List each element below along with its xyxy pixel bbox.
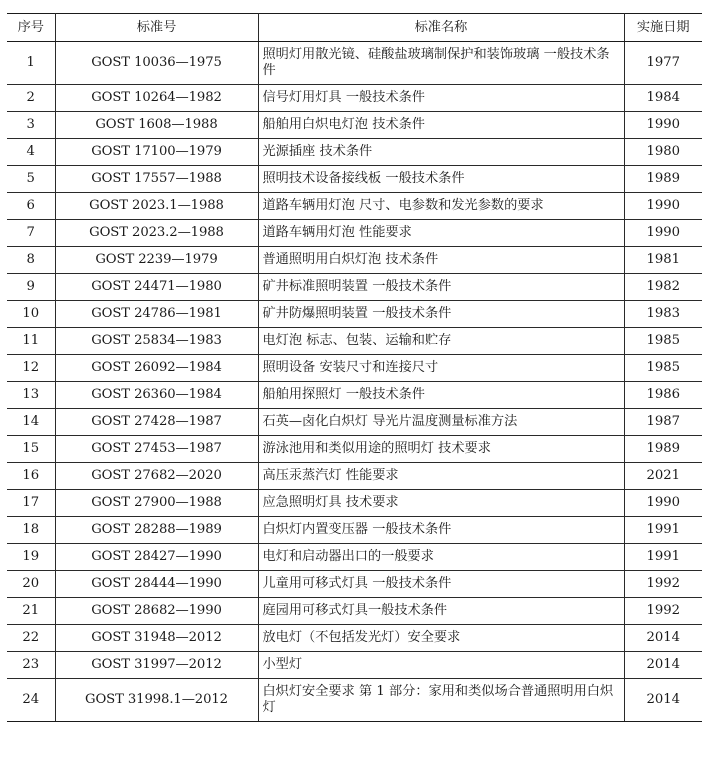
standard-name-cell: 高压汞蒸汽灯 性能要求	[258, 463, 624, 490]
standard-code-cell: GOST 28288—1989	[55, 517, 258, 544]
table-row	[7, 490, 702, 517]
standard-name-cell: 船舶用探照灯 一般技术条件	[258, 382, 624, 409]
standard-name-cell: 儿童用可移式灯具 一般技术条件	[258, 571, 624, 598]
table-row	[7, 274, 702, 301]
standard-name-cell: 游泳池用和类似用途的照明灯 技术要求	[258, 436, 624, 463]
table-row	[7, 409, 702, 436]
table-row	[7, 139, 702, 166]
serial-number-cell: 1	[7, 42, 55, 85]
standard-code-cell: GOST 26092—1984	[55, 355, 258, 382]
table-row	[7, 328, 702, 355]
serial-number-cell: 11	[7, 328, 55, 355]
effective-date-cell: 1987	[624, 409, 702, 436]
standard-name-cell: 道路车辆用灯泡 尺寸、电参数和发光参数的要求	[258, 193, 624, 220]
table-row	[7, 42, 702, 85]
effective-date-cell: 1991	[624, 544, 702, 571]
serial-number-cell: 7	[7, 220, 55, 247]
header-row	[7, 14, 702, 42]
standard-code-cell: GOST 31998.1—2012	[55, 679, 258, 722]
standard-name-cell: 白炽灯安全要求 第 1 部分：家用和类似场合普通照明用白炽灯	[258, 679, 624, 722]
effective-date-cell: 1986	[624, 382, 702, 409]
serial-number-cell: 8	[7, 247, 55, 274]
effective-date-cell: 1977	[624, 42, 702, 85]
table-body	[7, 42, 702, 722]
standard-code-cell: GOST 26360—1984	[55, 382, 258, 409]
standard-code-cell: GOST 17557—1988	[55, 166, 258, 193]
effective-date-cell: 1990	[624, 193, 702, 220]
table-row	[7, 463, 702, 490]
table-row	[7, 355, 702, 382]
table-row	[7, 220, 702, 247]
standard-code-cell: GOST 28682—1990	[55, 598, 258, 625]
serial-number-cell: 21	[7, 598, 55, 625]
effective-date-cell: 1989	[624, 436, 702, 463]
table-row	[7, 193, 702, 220]
table-row	[7, 652, 702, 679]
standard-name-cell: 照明设备 安装尺寸和连接尺寸	[258, 355, 624, 382]
standard-code-cell: GOST 31948—2012	[55, 625, 258, 652]
standard-name-cell: 电灯和启动器出口的一般要求	[258, 544, 624, 571]
serial-number-cell: 9	[7, 274, 55, 301]
serial-number-cell: 13	[7, 382, 55, 409]
table-row	[7, 436, 702, 463]
effective-date-cell: 1991	[624, 517, 702, 544]
serial-number-cell: 5	[7, 166, 55, 193]
standard-name-cell: 应急照明灯具 技术要求	[258, 490, 624, 517]
header-standard-name: 标准名称	[258, 14, 624, 42]
table-row	[7, 598, 702, 625]
header-standard-code: 标准号	[55, 14, 258, 42]
table-row	[7, 112, 702, 139]
standard-name-cell: 电灯泡 标志、包装、运输和贮存	[258, 328, 624, 355]
effective-date-cell: 1985	[624, 328, 702, 355]
table-header	[7, 14, 702, 42]
table-row	[7, 544, 702, 571]
effective-date-cell: 1985	[624, 355, 702, 382]
table-row	[7, 301, 702, 328]
standard-code-cell: GOST 28444—1990	[55, 571, 258, 598]
standards-table	[7, 13, 702, 722]
serial-number-cell: 12	[7, 355, 55, 382]
header-serial-number: 序号	[7, 14, 55, 42]
standard-name-cell: 道路车辆用灯泡 性能要求	[258, 220, 624, 247]
standard-code-cell: GOST 28427—1990	[55, 544, 258, 571]
effective-date-cell: 1984	[624, 85, 702, 112]
table-row	[7, 679, 702, 722]
standard-code-cell: GOST 24471—1980	[55, 274, 258, 301]
standard-code-cell: GOST 31997—2012	[55, 652, 258, 679]
header-effective-date: 实施日期	[624, 14, 702, 42]
standard-name-cell: 矿井标准照明装置 一般技术条件	[258, 274, 624, 301]
table-row	[7, 571, 702, 598]
serial-number-cell: 3	[7, 112, 55, 139]
serial-number-cell: 20	[7, 571, 55, 598]
standard-code-cell: GOST 10264—1982	[55, 85, 258, 112]
standard-name-cell: 矿井防爆照明装置 一般技术条件	[258, 301, 624, 328]
standard-name-cell: 石英—卤化白炽灯 导光片温度测量标准方法	[258, 409, 624, 436]
serial-number-cell: 15	[7, 436, 55, 463]
serial-number-cell: 16	[7, 463, 55, 490]
standard-code-cell: GOST 2239—1979	[55, 247, 258, 274]
standard-name-cell: 小型灯	[258, 652, 624, 679]
standard-name-cell: 照明灯用散光镜、硅酸盐玻璃制保护和装饰玻璃 一般技术条件	[258, 42, 624, 85]
effective-date-cell: 1980	[624, 139, 702, 166]
standard-code-cell: GOST 25834—1983	[55, 328, 258, 355]
serial-number-cell: 24	[7, 679, 55, 722]
standard-name-cell: 照明技术设备接线板 一般技术条件	[258, 166, 624, 193]
effective-date-cell: 1990	[624, 220, 702, 247]
table-row	[7, 85, 702, 112]
serial-number-cell: 22	[7, 625, 55, 652]
serial-number-cell: 17	[7, 490, 55, 517]
serial-number-cell: 14	[7, 409, 55, 436]
table-row	[7, 625, 702, 652]
standard-code-cell: GOST 2023.2—1988	[55, 220, 258, 247]
standard-code-cell: GOST 17100—1979	[55, 139, 258, 166]
effective-date-cell: 1989	[624, 166, 702, 193]
standard-name-cell: 放电灯（不包括发光灯）安全要求	[258, 625, 624, 652]
effective-date-cell: 1992	[624, 598, 702, 625]
standard-name-cell: 光源插座 技术条件	[258, 139, 624, 166]
standard-name-cell: 信号灯用灯具 一般技术条件	[258, 85, 624, 112]
serial-number-cell: 4	[7, 139, 55, 166]
effective-date-cell: 2021	[624, 463, 702, 490]
table-row	[7, 382, 702, 409]
serial-number-cell: 6	[7, 193, 55, 220]
standard-code-cell: GOST 27453—1987	[55, 436, 258, 463]
standard-code-cell: GOST 1608—1988	[55, 112, 258, 139]
table-row	[7, 517, 702, 544]
standard-code-cell: GOST 27682—2020	[55, 463, 258, 490]
effective-date-cell: 2014	[624, 625, 702, 652]
serial-number-cell: 23	[7, 652, 55, 679]
effective-date-cell: 1982	[624, 274, 702, 301]
standard-code-cell: GOST 2023.1—1988	[55, 193, 258, 220]
serial-number-cell: 2	[7, 85, 55, 112]
standard-name-cell: 普通照明用白炽灯泡 技术条件	[258, 247, 624, 274]
standard-name-cell: 白炽灯内置变压器 一般技术条件	[258, 517, 624, 544]
serial-number-cell: 19	[7, 544, 55, 571]
standard-name-cell: 庭园用可移式灯具一般技术条件	[258, 598, 624, 625]
effective-date-cell: 1983	[624, 301, 702, 328]
table-row	[7, 247, 702, 274]
effective-date-cell: 1992	[624, 571, 702, 598]
table-row	[7, 166, 702, 193]
effective-date-cell: 1990	[624, 112, 702, 139]
standard-code-cell: GOST 24786—1981	[55, 301, 258, 328]
serial-number-cell: 18	[7, 517, 55, 544]
standard-code-cell: GOST 27900—1988	[55, 490, 258, 517]
standard-code-cell: GOST 10036—1975	[55, 42, 258, 85]
effective-date-cell: 2014	[624, 679, 702, 722]
effective-date-cell: 1990	[624, 490, 702, 517]
effective-date-cell: 2014	[624, 652, 702, 679]
effective-date-cell: 1981	[624, 247, 702, 274]
standard-name-cell: 船舶用白炽电灯泡 技术条件	[258, 112, 624, 139]
serial-number-cell: 10	[7, 301, 55, 328]
standard-code-cell: GOST 27428—1987	[55, 409, 258, 436]
